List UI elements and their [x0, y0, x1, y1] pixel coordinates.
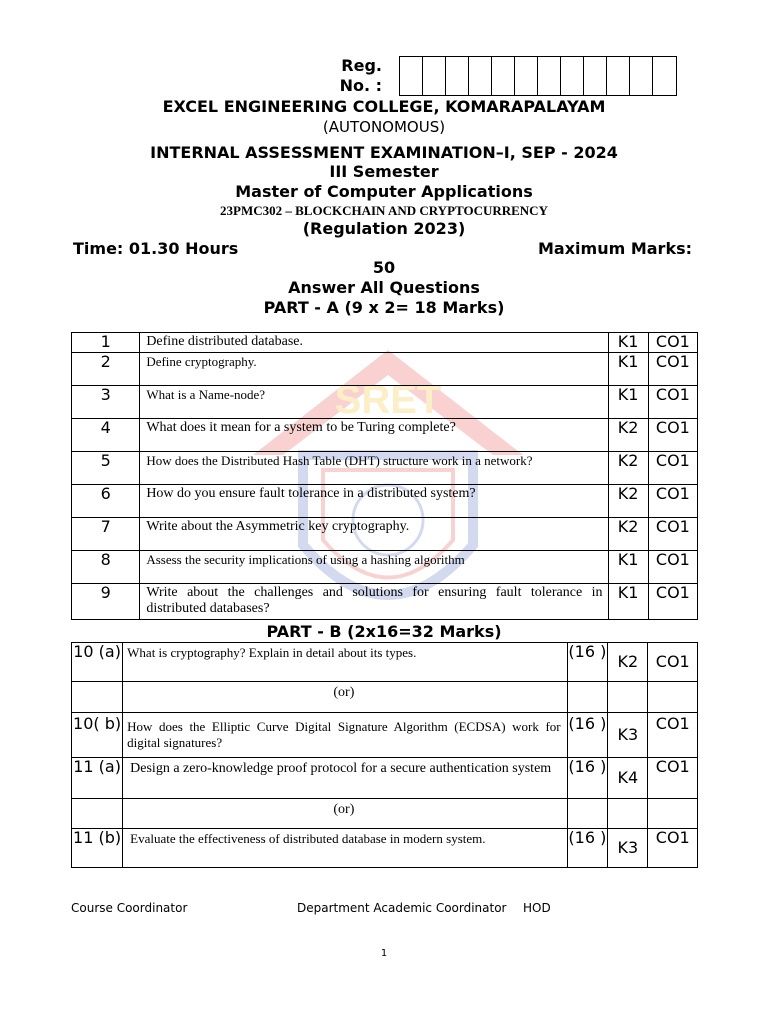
exam-time: Time: 01.30 Hours	[73, 239, 239, 258]
reg-no-label: Reg. No. :	[339, 56, 382, 95]
course-outcome: CO1	[648, 518, 697, 551]
reg-box[interactable]	[538, 57, 561, 95]
semester: III Semester	[329, 162, 439, 181]
or-label: (or)	[123, 799, 567, 829]
course-outcome: CO1	[648, 452, 697, 485]
reg-box[interactable]	[423, 57, 446, 95]
question-text: Evaluate the effectiveness of distributed database in modern system.	[123, 829, 567, 868]
part-b-title: PART - B (2x16=32 Marks)	[266, 622, 502, 641]
table-row	[72, 452, 698, 485]
marks: (16 )	[567, 643, 608, 682]
knowledge-level: K3	[608, 713, 648, 758]
question-text: What is a Name-node?	[140, 386, 608, 419]
knowledge-level: K4	[608, 758, 648, 799]
course-outcome: CO1	[648, 419, 697, 452]
question-text: Design a zero-knowledge proof protocol for a secure authentication system	[123, 758, 567, 799]
max-marks-label: Maximum Marks:	[538, 239, 692, 258]
question-text: Define cryptography.	[140, 353, 608, 386]
course-outcome: CO1	[648, 551, 697, 584]
table-row	[72, 584, 698, 620]
question-text: Write about the Asymmetric key cryptography.	[140, 518, 608, 551]
table-row	[72, 485, 698, 518]
department-academic-coordinator: Department Academic Coordinator	[297, 901, 507, 915]
question-number: 4	[72, 419, 140, 452]
question-number: 7	[72, 518, 140, 551]
course-coordinator: Course Coordinator	[71, 901, 188, 915]
table-row	[72, 829, 698, 868]
table-row	[72, 419, 698, 452]
course-outcome: CO1	[648, 584, 697, 620]
question-text: Assess the security implications of using a hashing algorithm	[140, 551, 608, 584]
table-row	[72, 353, 698, 386]
question-number: 11 (b)	[72, 829, 123, 868]
watermark-text: SRET	[334, 378, 442, 422]
course-outcome: CO1	[648, 758, 698, 799]
question-number: 3	[72, 386, 140, 419]
or-label: (or)	[123, 682, 567, 713]
question-number: 6	[72, 485, 140, 518]
reg-box[interactable]	[630, 57, 653, 95]
question-number: 9	[72, 584, 140, 620]
part-a-title: PART - A (9 x 2= 18 Marks)	[263, 298, 505, 317]
course-outcome: CO1	[648, 333, 697, 353]
question-number: 2	[72, 353, 140, 386]
reg-box[interactable]	[469, 57, 492, 95]
max-marks-value: 50	[372, 258, 396, 277]
marks: (16 )	[567, 758, 608, 799]
course-outcome: CO1	[648, 353, 697, 386]
reg-no-boxes[interactable]	[399, 56, 677, 96]
part-b-table	[71, 642, 698, 868]
table-row	[72, 551, 698, 584]
question-number: 8	[72, 551, 140, 584]
marks: (16 )	[567, 713, 608, 758]
reg-box[interactable]	[653, 57, 676, 95]
course-outcome: CO1	[648, 485, 697, 518]
table-row	[72, 713, 698, 758]
course-outcome: CO1	[648, 643, 698, 682]
question-text: How do you ensure fault tolerance in a distributed system?	[140, 485, 608, 518]
question-text: What does it mean for a system to be Turing complete?	[140, 419, 608, 452]
course-outcome: CO1	[648, 829, 698, 868]
knowledge-level: K1	[608, 353, 648, 386]
knowledge-level: K2	[608, 419, 648, 452]
knowledge-level: K1	[608, 551, 648, 584]
reg-box[interactable]	[584, 57, 607, 95]
course-code-title: 23PMC302 – BLOCKCHAIN AND CRYPTOCURRENCY	[220, 203, 548, 218]
reg-box[interactable]	[492, 57, 515, 95]
program-name: Master of Computer Applications	[235, 182, 533, 201]
part-a-table	[71, 332, 698, 620]
knowledge-level: K1	[608, 386, 648, 419]
knowledge-level: K2	[608, 643, 648, 682]
table-row	[72, 799, 698, 829]
reg-box[interactable]	[607, 57, 630, 95]
knowledge-level: K3	[608, 829, 648, 868]
table-row	[72, 333, 698, 353]
regulation: (Regulation 2023)	[302, 219, 466, 238]
reg-box[interactable]	[561, 57, 584, 95]
knowledge-level: K1	[608, 333, 648, 353]
table-row	[72, 682, 698, 713]
knowledge-level: K2	[608, 485, 648, 518]
knowledge-level: K2	[608, 518, 648, 551]
exam-title: INTERNAL ASSESSMENT EXAMINATION–I, SEP - 2024	[150, 143, 618, 162]
knowledge-level: K2	[608, 452, 648, 485]
course-outcome: CO1	[648, 386, 697, 419]
question-text: Write about the challenges and solutions for ensuring fault tolerance in distributed databases?	[140, 584, 608, 620]
knowledge-level: K1	[608, 584, 648, 620]
question-text: Define distributed database.	[140, 333, 608, 353]
college-name: EXCEL ENGINEERING COLLEGE, KOMARAPALAYAM	[162, 97, 606, 116]
reg-box[interactable]	[400, 57, 423, 95]
question-text: How does the Distributed Hash Table (DHT) structure work in a network?	[140, 452, 608, 485]
page-number: 1	[380, 948, 388, 959]
reg-box[interactable]	[446, 57, 469, 95]
question-number: 10 (a)	[72, 643, 123, 682]
question-text: What is cryptography? Explain in detail about its types.	[123, 643, 567, 682]
hod: HOD	[523, 901, 551, 915]
marks: (16 )	[567, 829, 608, 868]
instruction: Answer All Questions	[288, 278, 480, 297]
table-row	[72, 758, 698, 799]
question-text: How does the Elliptic Curve Digital Signature Algorithm (ECDSA) work for digital signatures?	[123, 713, 567, 758]
autonomous-label: (AUTONOMOUS)	[322, 118, 446, 136]
course-outcome: CO1	[648, 713, 698, 758]
question-number: 5	[72, 452, 140, 485]
table-row	[72, 518, 698, 551]
table-row	[72, 386, 698, 419]
question-number: 11 (a)	[72, 758, 123, 799]
question-number: 10( b)	[72, 713, 123, 758]
table-row	[72, 643, 698, 682]
reg-box[interactable]	[515, 57, 538, 95]
question-number: 1	[72, 333, 140, 353]
